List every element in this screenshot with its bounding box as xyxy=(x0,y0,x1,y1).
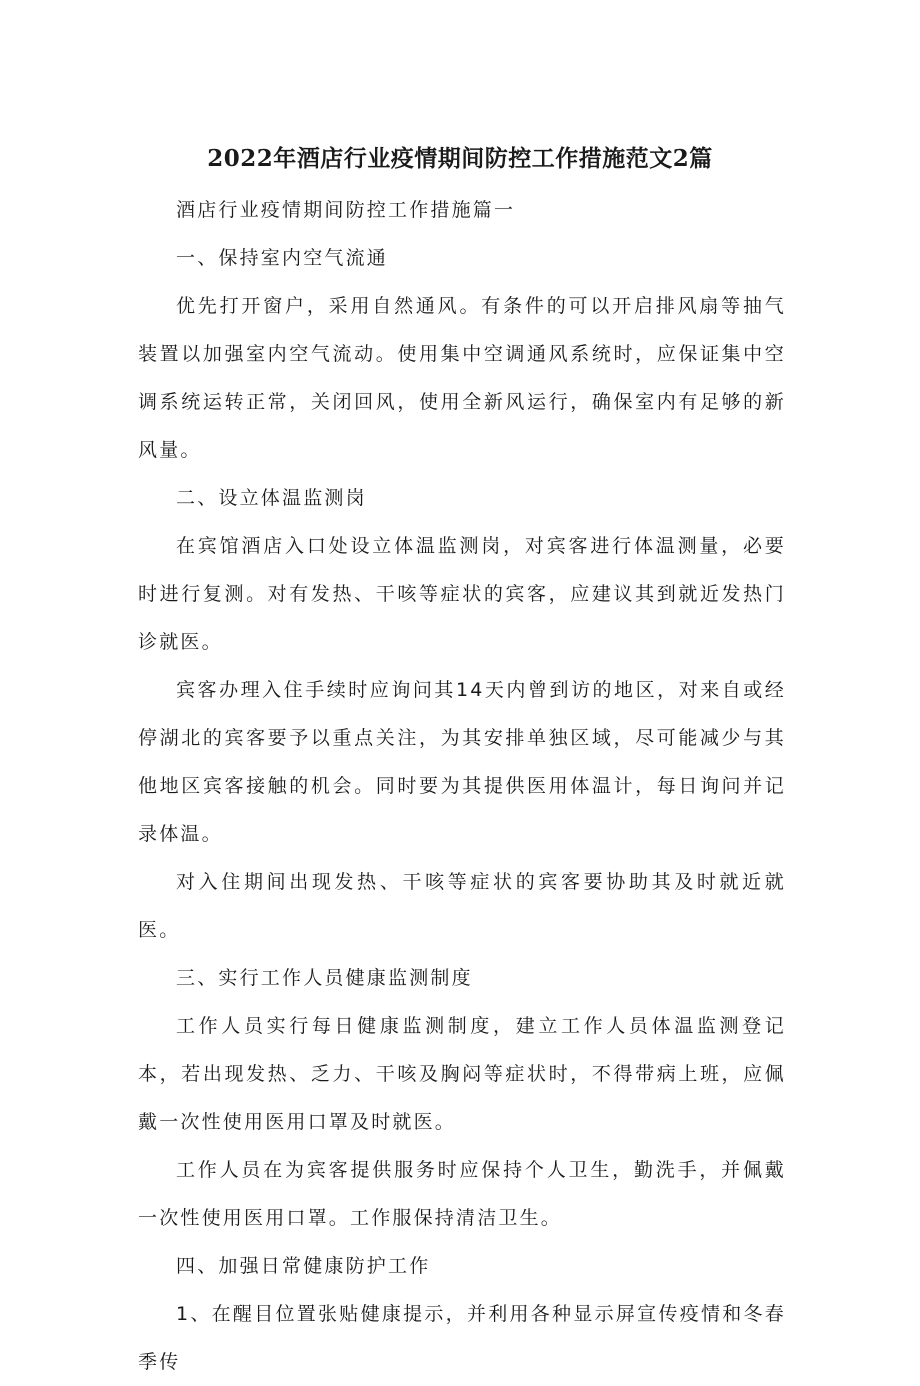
paragraph: 工作人员实行每日健康监测制度，建立工作人员体温监测登记本，若出现发热、乏力、干咳及胸闷等症状时，不得带病上班，应佩戴一次性使用医用口罩及时就医。 xyxy=(138,1015,786,1133)
paragraph: 工作人员在为宾客提供服务时应保持个人卫生，勤洗手，并佩戴一次性使用医用口罩。工作服保持清洁卫生。 xyxy=(138,1159,786,1229)
section-heading-3: 三、实行工作人员健康监测制度 xyxy=(176,967,473,989)
document-body xyxy=(138,186,786,1386)
section-heading-2: 二、设立体温监测岗 xyxy=(176,487,367,509)
paragraph: 优先打开窗户，采用自然通风。有条件的可以开启排风扇等抽气装置以加强室内空气流动。使用集中空调通风系统时，应保证集中空调系统运转正常，关闭回风，使用全新风运行，确保室内有足够的新风量。 xyxy=(138,295,786,461)
paragraph: 1、在醒目位置张贴健康提示，并利用各种显示屏宣传疫情和冬春季传 xyxy=(138,1303,786,1373)
section-heading-4: 四、加强日常健康防护工作 xyxy=(176,1255,431,1277)
paragraph: 对入住期间出现发热、干咳等症状的宾客要协助其及时就近就医。 xyxy=(138,871,786,941)
paragraph: 宾客办理入住手续时应询问其14天内曾到访的地区，对来自或经停湖北的宾客要予以重点关注，为其安排单独区域，尽可能减少与其他地区宾客接触的机会。同时要为其提供医用体温计，每日询问并记录体温。 xyxy=(138,679,786,845)
section-heading-1: 一、保持室内空气流通 xyxy=(176,247,389,269)
subtitle-heading: 酒店行业疫情期间防控工作措施篇一 xyxy=(176,199,516,221)
document-title: 2022年酒店行业疫情期间防控工作措施范文2篇 xyxy=(207,145,713,172)
paragraph: 在宾馆酒店入口处设立体温监测岗，对宾客进行体温测量，必要时进行复测。对有发热、干咳等症状的宾客，应建议其到就近发热门诊就医。 xyxy=(138,535,786,653)
